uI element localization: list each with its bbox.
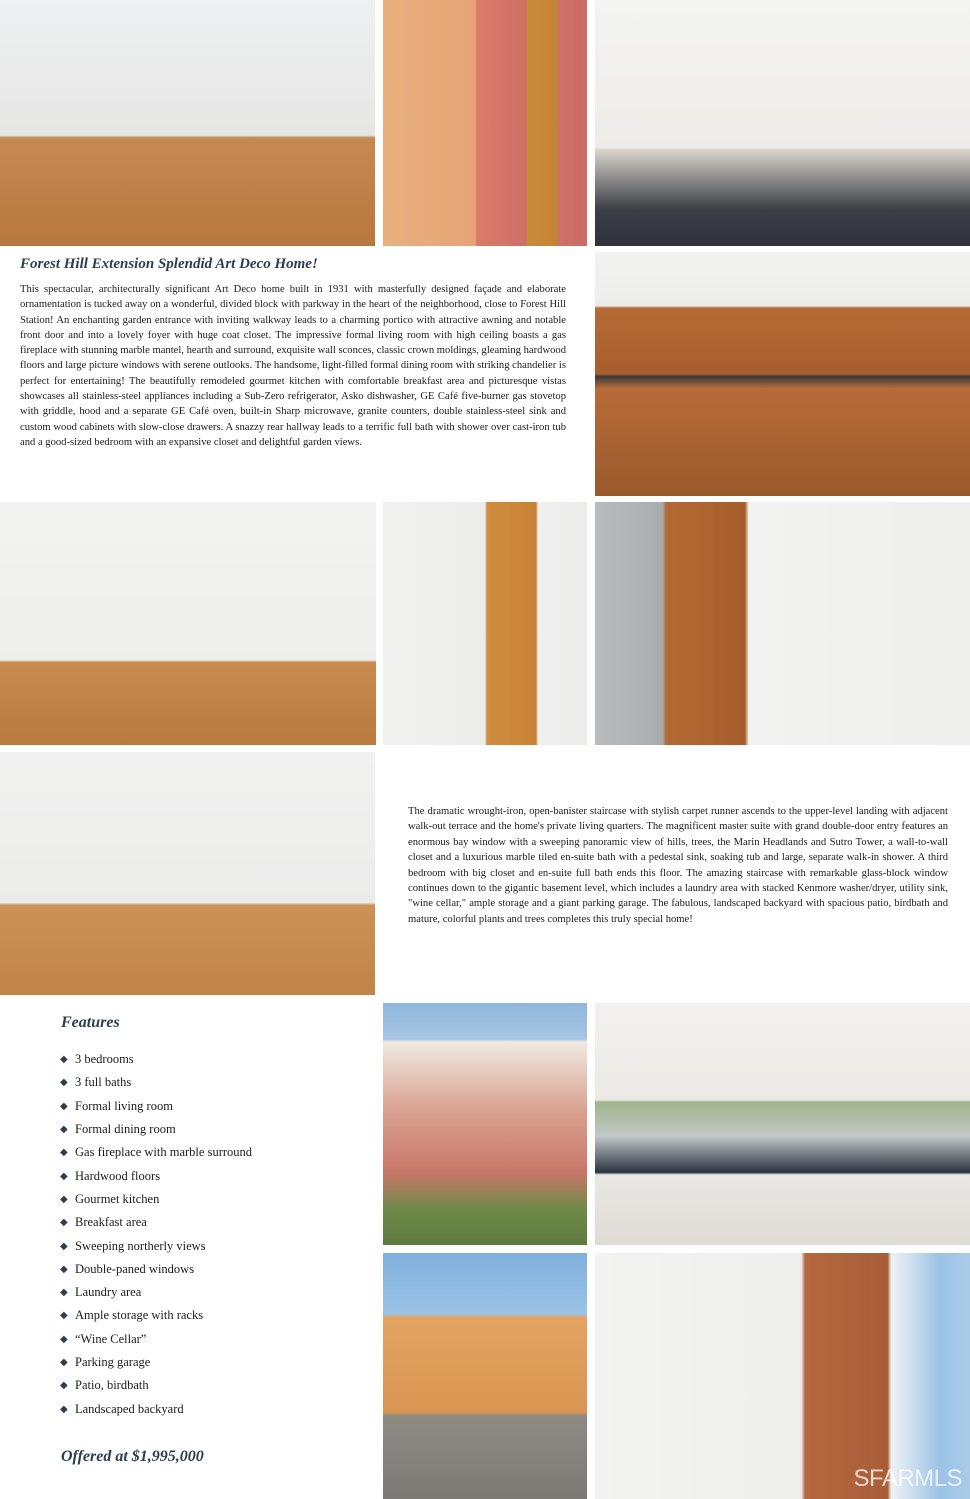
photo-breakfast-area <box>595 502 970 745</box>
diamond-bullet-icon: ◆ <box>60 1333 68 1345</box>
feature-item: ◆ Gas fireplace with marble surround <box>60 1145 253 1160</box>
diamond-bullet-icon: ◆ <box>60 1100 68 1112</box>
feature-item: ◆ Formal living room <box>60 1098 173 1113</box>
diamond-bullet-icon: ◆ <box>60 1054 68 1066</box>
photo-bathroom <box>595 1253 970 1499</box>
diamond-bullet-icon: ◆ <box>60 1380 68 1392</box>
photo-master-bedroom <box>595 1003 970 1245</box>
feature-item: ◆ 3 bedrooms <box>60 1052 134 1067</box>
diamond-bullet-icon: ◆ <box>60 1310 68 1322</box>
feature-item: ◆ Laundry area <box>60 1285 142 1300</box>
feature-item: ◆ Double-paned windows <box>60 1261 195 1276</box>
listing-title: Forest Hill Extension Splendid Art Deco Home! <box>20 256 318 272</box>
photo-front-entrance <box>383 0 587 246</box>
offered-price: Offered at $1,995,000 <box>61 1448 204 1465</box>
features-list <box>60 1048 252 1421</box>
diamond-bullet-icon: ◆ <box>60 1193 68 1205</box>
diamond-bullet-icon: ◆ <box>60 1170 68 1182</box>
diamond-bullet-icon: ◆ <box>60 1147 68 1159</box>
feature-item: ◆ Landscaped backyard <box>60 1401 184 1416</box>
feature-item: ◆ Hardwood floors <box>60 1168 161 1183</box>
feature-item: ◆ Breakfast area <box>60 1215 147 1230</box>
photo-upper-landing <box>0 752 375 995</box>
sfarmls-watermark-logo: SFARMLS <box>853 1465 962 1492</box>
photo-living-room <box>595 0 970 246</box>
diamond-bullet-icon: ◆ <box>60 1124 68 1136</box>
photo-foyer-staircase <box>0 502 376 745</box>
feature-item: ◆ Patio, birdbath <box>60 1378 149 1393</box>
photo-dining-room <box>0 0 375 246</box>
photo-facade <box>383 1003 587 1245</box>
listing-description-upper-level: The dramatic wrought-iron, open-banister staircase with stylish carpet runner ascends to the upper-level landing with adjacent walk-out terrace and the home's private living quarters. The magnificent master suite with grand double-door entry features an enormous bay window with a sweeping panoramic view of hills, trees, the Marin Headlands and Sutro Tower, a wall-to-wall closet and a luxurious marble tiled en-suite bath with a pedestal sink, soaking tub and large, separate walk-in shower. A third bedroom with big closet and en-suite full bath ends this floor. The amazing staircase with remarkable glass-block window continues down to the gigantic basement level, which includes a laundry area with stacked Kenmore washer/dryer, utility sink, "wine cellar," ample storage and a giant parking garage. The fabulous, landscaped backyard with spacious patio, birdbath and mature, colorful plants and trees completes this truly special home! <box>408 806 948 925</box>
feature-item: ◆ Formal dining room <box>60 1122 176 1137</box>
diamond-bullet-icon: ◆ <box>60 1077 68 1089</box>
diamond-bullet-icon: ◆ <box>60 1263 68 1275</box>
diamond-bullet-icon: ◆ <box>60 1287 68 1299</box>
feature-item: ◆ Parking garage <box>60 1355 151 1369</box>
diamond-bullet-icon: ◆ <box>60 1217 68 1229</box>
diamond-bullet-icon: ◆ <box>60 1357 68 1368</box>
diamond-bullet-icon: ◆ <box>60 1240 68 1252</box>
photo-front-door-hallway <box>383 502 587 745</box>
diamond-bullet-icon: ◆ <box>60 1403 68 1415</box>
feature-item: ◆ 3 full baths <box>60 1075 132 1090</box>
features-heading: Features <box>61 1014 120 1031</box>
feature-item: ◆ Sweeping northerly views <box>60 1238 206 1253</box>
feature-item: ◆ “Wine Cellar” <box>60 1331 147 1346</box>
photo-rear-exterior <box>383 1253 587 1499</box>
listing-description-main: This spectacular, architecturally significant Art Deco home built in 1931 with masterfully designed façade and elaborate ornamentation is tucked away on a wonderful, divided block with parkway in the heart of the neighborhood, close to Forest Hill Station! An enchanting garden entrance with inviting walkway leads to a charming portico with attractive awning and notable front door and into a lovely foyer with huge coat closet. The impressive formal living room with high ceiling boasts a gas fireplace with stunning marble mantel, hearth and surround, exquisite wall sconces, classic crown moldings, gleaming hardwood floors and large picture windows with serene outlooks. The handsome, light-filled formal dining room with striking chandelier is perfect for entertaining! The beautifully remodeled gourmet kitchen with comfortable breakfast area and picturesque vistas showcases all stainless-steel appliances including a Sub-Zero refrigerator, Asko dishwasher, GE Café five-burner gas stovetop with griddle, hood and a separate GE Café oven, built-in Sharp microwave, granite counters, double stainless-steel sink and custom wood cabinets with slow-close drawers. A snazzy rear hallway leads to a terrific full bath with shower over cast-iron tub and a good-sized bedroom with an expansive closet and delightful garden views. <box>20 284 566 448</box>
feature-item: ◆ Gourmet kitchen <box>60 1191 160 1206</box>
feature-item: ◆ Ample storage with racks <box>60 1308 204 1323</box>
photo-kitchen <box>595 252 970 496</box>
